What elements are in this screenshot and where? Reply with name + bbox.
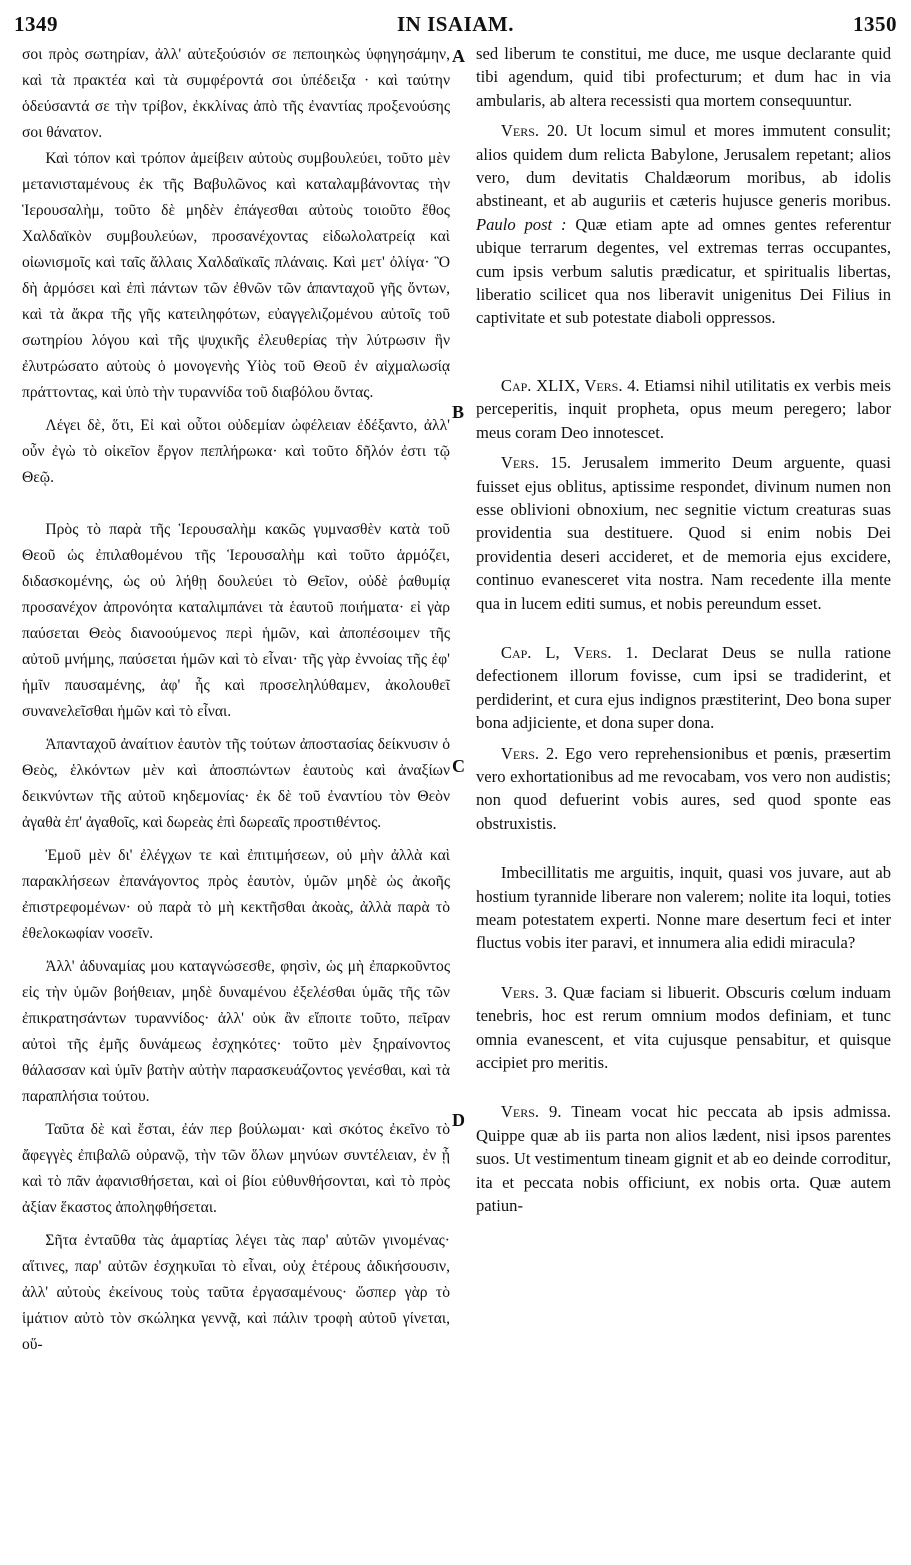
latin-column — [476, 42, 891, 1217]
greek-column — [22, 42, 450, 1358]
greek-paragraph: Ἀλλ' ἀδυναμίας μου καταγνώσεσθε, φησὶν, ὡς μὴ ἐπαρκοῦντος εἰς τὴν ὑμῶν βοήθειαν, μηδὲ δυναμένου ἐξελέσθαι ὑμᾶς τῆς τῶν ἐπικρατησάντων τυραννίδος· ἀλλ' οὐκ ἂν εἴποιτε τοῦτο, πεῖραν αὐτοὶ τῆς ἐμῆς δυνάμεως ἐσχηκότες· τοῦτο μὲν ξηραίνοντος θάλασσαν καὶ ὑμῖν βατὴν αὐτὴν παρασκευάζοντος γενέσθαι, καὶ τὰ παραπλήσια τούτου. — [22, 958, 450, 1105]
margin-letter-d: D — [452, 1110, 465, 1130]
greek-paragraph: Ἐμοῦ μὲν δι' ἐλέγχων τε καὶ ἐπιτιμήσεων, οὐ μὴν ἀλλὰ καὶ παρακλήσεων ἐπανάγοντος πρὸς ἑαυτὸν, ὑμῶν μηδὲ ὡς ἀκοῆς ἐπιστρεφομένων· οὐ παρὰ τὸ μὴ κεκτῆσθαι ἀκοὰς, ἀλλὰ παρὰ τὸ ἐθελοκωφίαν νοσεῖν. — [22, 847, 450, 942]
greek-paragraph: Πρὸς τὸ παρὰ τῆς Ἱερουσαλὴμ κακῶς γυμνασθὲν κατὰ τοῦ Θεοῦ ὡς ἐπιλαθομένου τῆς Ἱερουσαλὴμ καὶ τοῦτο ἁρμόζει, διδασκομένης, ὡς οὐ λήθῃ δουλεύει τὸ Θεῖον, οὐδὲ ῥαθυμίᾳ προσανέχον ἀπρονόητα καταλιμπάνει τὰ ἑαυτοῦ ποιήματα· εἰ γὰρ παύσεται Θεὸς διανοούμενος περὶ ἡμῶν, καὶ ἀποπέσοιμεν τῆς αὐτοῦ μνήμης, παύσεται ἡμῶν καὶ τὸ εἶναι· τῆς γὰρ ἐννοίας τῆς ἐφ' ἡμῖν παυσαμένης, ἀφ' ἧς καὶ προσεληλύθαμεν, ἀκολουθεῖ συνανελεῖσθαι ἡμῶν καὶ τὸ εἶναι. — [22, 521, 450, 720]
margin-letter-b: B — [452, 402, 465, 422]
latin-paragraph: Cap. XLIX, Vers. 4. Etiamsi nihil utilitatis ex verbis meis perceperitis, inquit propheta, opus meum peregero; labor meus coram Deo innotescet. — [476, 375, 891, 442]
margin-letter-c: C — [452, 756, 465, 776]
verse-reference: Cap. XLIX, Vers. 4. — [500, 375, 640, 395]
latin-paragraph: Vers. 3. Quæ faciam si libuerit. Obscuris cœlum induam tenebris, hoc est rerum omnium modos definiam, et tunc omnia evanescent, et vita cujusque pensabitur, et quisque accipiet pro meritis. — [476, 982, 892, 1073]
margin-letter-a: A — [452, 46, 465, 66]
verse-reference: Vers. 2. — [500, 743, 559, 763]
latin-paragraph: Cap. L, Vers. 1. Declarat Deus se nulla ratione defectionem illorum fovisse, cum ipsi se tradiderint, et perdiderint, et cura ejus indignos præstiterint, Deo bona super bona adjiciente, et dona super dona. — [476, 642, 891, 733]
latin-paragraph: Vers. 9. Tineam vocat hic peccata ab ipsis admissa. Quippe quæ ab iis parta non alios lædent, nisi ipsos parentes suos. Ut vestimentum tineam gignit et ab eo deinde corroditur, ita et peccata nobis officiunt, ex nobis orta. Quæ autem patiun- — [476, 1102, 892, 1216]
greek-paragraph: Ταῦτα δὲ καὶ ἔσται, ἐάν περ βούλωμαι· καὶ σκότος ἐκεῖνο τὸ ἄφεγγὲς ἐπιβαλῶ οὐρανῷ, τὴν τῶν ὅλων μηνύων συντέλειαν, ἐν ᾗ καὶ τὸ πᾶν ἀφανισθήσεται, καὶ οἱ βίοι εὐθυνθήσονται, καὶ τὸ πρὸς ἀξίαν ἕκαστος ἀποληφθήσεται. — [22, 1121, 450, 1216]
latin-paragraph: Vers. 2. Ego vero reprehensionibus et pœnis, præsertim vero exhortationibus ad me revocabam, vos vero non audistis; non quod defuerint vobis aures, sed quod sponte eas obstruxistis. — [476, 743, 891, 833]
greek-paragraph: Ἁπανταχοῦ ἀναίτιον ἑαυτὸν τῆς τούτων ἀποστασίας δείκνυσιν ὁ Θεὸς, ἑλκόντων μὲν καὶ ἀποσπώντων ἑαυτοὺς καὶ ἀναξίων δεικνύντων τῆς αὐτοῦ κηδεμονίας· ἐκ δὲ τοῦ ἐναντίου τὸν Θεὸν ἀγαθὰ ἐπ' ἀγαθοῖς, καὶ δωρεὰς ἐπὶ δωρεαῖς προστιθέντος. — [22, 736, 450, 831]
verse-reference: Vers. 3. — [500, 982, 558, 1002]
greek-paragraph: Καὶ τόπον καὶ τρόπον ἀμείβειν αὐτοὺς συμβουλεύει, τοῦτο μὲν μετανισταμένους ἐκ τῆς Βαβυλῶνος καὶ καταλαμβάνοντας τὴν Ἱερουσαλὴμ, τοῦτο δὲ μηδὲν ἐπάγεσθαι αὐτοὺς τοιοῦτο ἔθος Χαλδαϊκὸν συμβουλεύων, προσανέχοντας εἰδωλολατρείᾳ καὶ οἰωνισμοῖς καὶ ταῖς ἄλλαις Χαλδαϊκαῖς πλάναις. Καὶ μετ' ὀλίγα· Ὃ δὴ ἁρμόσει καὶ ἐπὶ πάντων τῶν ἐθνῶν τῶν ἁπανταχοῦ γῆς ὄντων, καὶ τὰ ἄκρα τῆς γῆς κατειληφότων, εὐαγγελιζομένου αὐτοῖς τοῦ σωτηρίου λόγου καὶ τῆς ψυχικῆς ἐλευθερίας τὴν λύτρωσιν ἣν ἐλυτρώσατο αὐτοὺς ὁ μονογενὴς Υἱὸς τοῦ Θεοῦ ἐν αἰχμαλωσίᾳ πράττοντας, καὶ ὑπὸ τὴν τυραννίδα τοῦ διαβόλου ὄντας. — [22, 150, 450, 401]
running-title: IN ISAIAM. — [396, 12, 514, 36]
latin-paragraph: Vers. 15. Jerusalem immerito Deum arguente, quasi fuisset ejus oblitus, aptissime respondet, divinum numen non esse oblivioni obnoxium, nec segnitie victum creaturas suas providentia sua destituere. Quod si enim nobis Dei providentia deseri accideret, et de memoria ejus excidere, continuo evanesceret vita nostra. Nam recedente illa mente qua in lucem editi sumus, et nobis pereundum esset. — [476, 453, 892, 613]
page-number-left: 1349 — [14, 12, 58, 36]
greek-paragraph: σοι πρὸς σωτηρίαν, ἀλλ' αὐτεξούσιόν σε πεποιηκὼς ὑφηγησάμην, καὶ τὰ πρακτέα καὶ τὰ συμφέροντά σοι ὑπέδειξα · καὶ ταύτην ὁδεύσαντά σε τὴν τρίβον, ἐκκλίνας ἀπὸ τῆς ἐναντίας προξενούσης σοι θάνατον. — [22, 46, 450, 141]
verse-reference: Vers. 20. — [500, 121, 568, 141]
latin-paragraph: Imbecillitatis me arguitis, inquit, quasi vos juvare, aut ab hostium tyrannide liberare non valerem; nolite ita loqui, toties meam potestatem experti. Nonne mare desertum feci et inter fluctus vobis iter paravi, et innumera alia edidi miracula? — [476, 863, 891, 953]
page-number-right: 1350 — [853, 12, 897, 36]
verse-reference: Cap. L, Vers. 1. — [500, 642, 638, 662]
latin-paragraph: Vers. 20. Ut locum simul et mores immutent consulit; alios quidem dum relicta Babylone, Jerusalem repetant; alios vero, dum devitatis Chaldæorum moribus, ab idolis abstineant, et ab auguriis et cæteris hujusce generis moribus. Paulo post : Quæ etiam apte ad omnes gentes referentur ubique terrarum degentes, vel extremas terras occupantes, cum ipsis verbum salutis prædicatur, et spiritualis libertas, liberatio scilicet qua nos liberavit unigenitus Dei Filius in captivitate et sub potestate diaboli oppressos. — [476, 121, 892, 328]
latin-paragraph: sed liberum te constitui, me duce, me usque declarante quid tibi agendum, quid tibi profecturum; et dum hac in via ambularis, ab altera recessisti qua mortem consequuntur. — [476, 44, 891, 110]
verse-reference: Vers. 15. — [500, 453, 572, 473]
greek-paragraph: Σῆτα ἐνταῦθα τὰς ἁμαρτίας λέγει τὰς παρ' αὐτῶν γινομένας· αἵτινες, παρ' αὐτῶν ἐσχηκυῖαι τὸ εἶναι, οὐχ ἑτέρους ἀδικήσουσιν, ἀλλ' αὐτοὺς ἐκείνους τοὺς ταῦτα ἐργασαμένους· ὥσπερ γὰρ τὸ ἱμάτιον αὐτὸ τὸν σκώληκα γεννᾷ, καὶ πάλιν τροφὴ αὐτοῦ γίνεται, οὕ- — [22, 1232, 450, 1353]
verse-reference: Vers. 9. — [500, 1102, 562, 1122]
greek-paragraph: Λέγει δὲ, ὅτι, Εἰ καὶ οὗτοι οὐδεμίαν ὠφέλειαν ἐδέξαντο, ἀλλ' οὖν ἐγὼ τὸ οἰκεῖον ἔργον πεπλήρωκα· καὶ τοῦτο δῆλόν ἐστι τῷ Θεῷ. — [22, 417, 450, 486]
